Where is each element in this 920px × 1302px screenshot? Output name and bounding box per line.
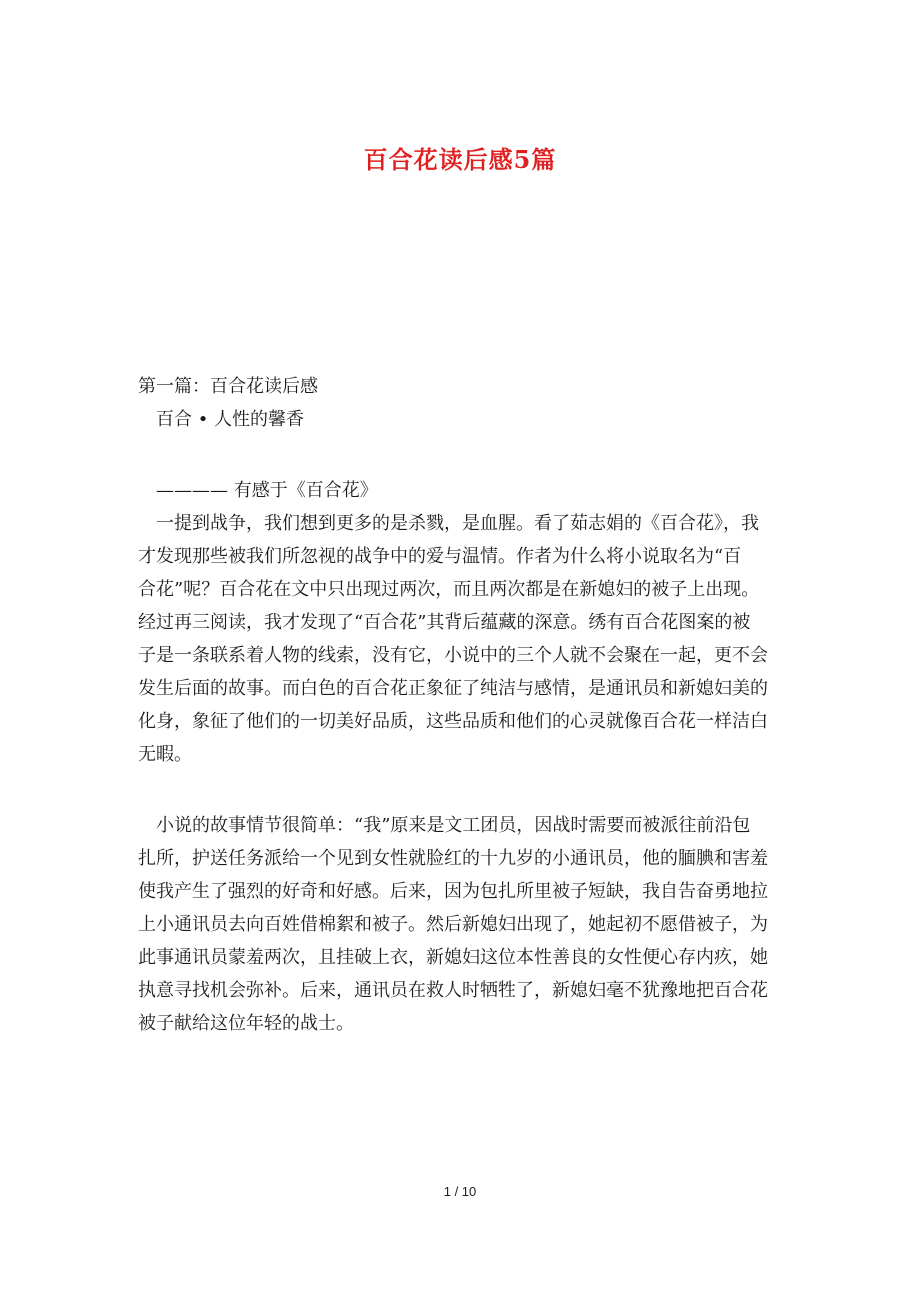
document-body xyxy=(138,370,784,1040)
subtitle: 百合 • 人性的馨香 xyxy=(156,409,305,430)
paragraph-line: 无暇。 xyxy=(138,744,192,765)
paragraph-line: 合花”呢？百合花在文中只出现过两次，而且两次都是在新媳妇的被子上出现。 xyxy=(138,579,760,600)
paragraph-line: 被子献给这位年轻的战士。 xyxy=(138,1013,354,1034)
page-number: 1 / 10 xyxy=(443,1184,477,1199)
document-title: 百合花读后感5篇 xyxy=(363,145,557,174)
paragraph-line: 上小通讯员去向百姓借棉絮和被子。然后新媳妇出现了，她起初不愿借被子，为 xyxy=(138,914,768,935)
paragraph-line: 此事通讯员蒙羞两次，且挂破上衣，新媳妇这位本性善良的女性便心存内疚，她 xyxy=(138,947,768,968)
paragraph-line: 经过再三阅读，我才发现了“百合花”其背后蕴藏的深意。绣有百合花图案的被 xyxy=(138,612,751,633)
paragraph-line: 化身，象征了他们的一切美好品质，这些品质和他们的心灵就像百合花一样洁白 xyxy=(138,711,768,732)
paragraph-line: 扎所，护送任务派给一个见到女性就脸红的十九岁的小通讯员，他的腼腆和害羞 xyxy=(138,848,768,869)
spacer xyxy=(138,436,784,474)
paragraph-line: 执意寻找机会弥补。后来，通讯员在救人时牺牲了，新媳妇毫不犹豫地把百合花 xyxy=(138,980,768,1001)
paragraph-line: 小说的故事情节很简单：“我”原来是文工团员，因战时需要而被派往前沿包 xyxy=(156,815,751,836)
paragraph-line: 发生后面的故事。而白色的百合花正象征了纯洁与感情，是通讯员和新媳妇美的 xyxy=(138,678,768,699)
paragraph-2 xyxy=(138,809,784,1040)
paragraph-line: 才发现那些被我们所忽视的战争中的爱与温情。作者为什么将小说取名为“百 xyxy=(138,546,742,567)
paragraph-line: 使我产生了强烈的好奇和好感。后来，因为包扎所里被子短缺，我自告奋勇地拉 xyxy=(138,881,768,902)
chapter-heading: 第一篇：百合花读后感 xyxy=(138,376,318,397)
spacer xyxy=(138,771,784,809)
paragraph-1 xyxy=(138,507,784,771)
paragraph-line: 一提到战争，我们想到更多的是杀戮，是血腥。看了茹志娟的《百合花》，我 xyxy=(156,513,759,534)
paragraph-line: 子是一条联系着人物的线索，没有它，小说中的三个人就不会聚在一起，更不会 xyxy=(138,645,768,666)
dedication: ———— 有感于《百合花》 xyxy=(156,480,378,501)
